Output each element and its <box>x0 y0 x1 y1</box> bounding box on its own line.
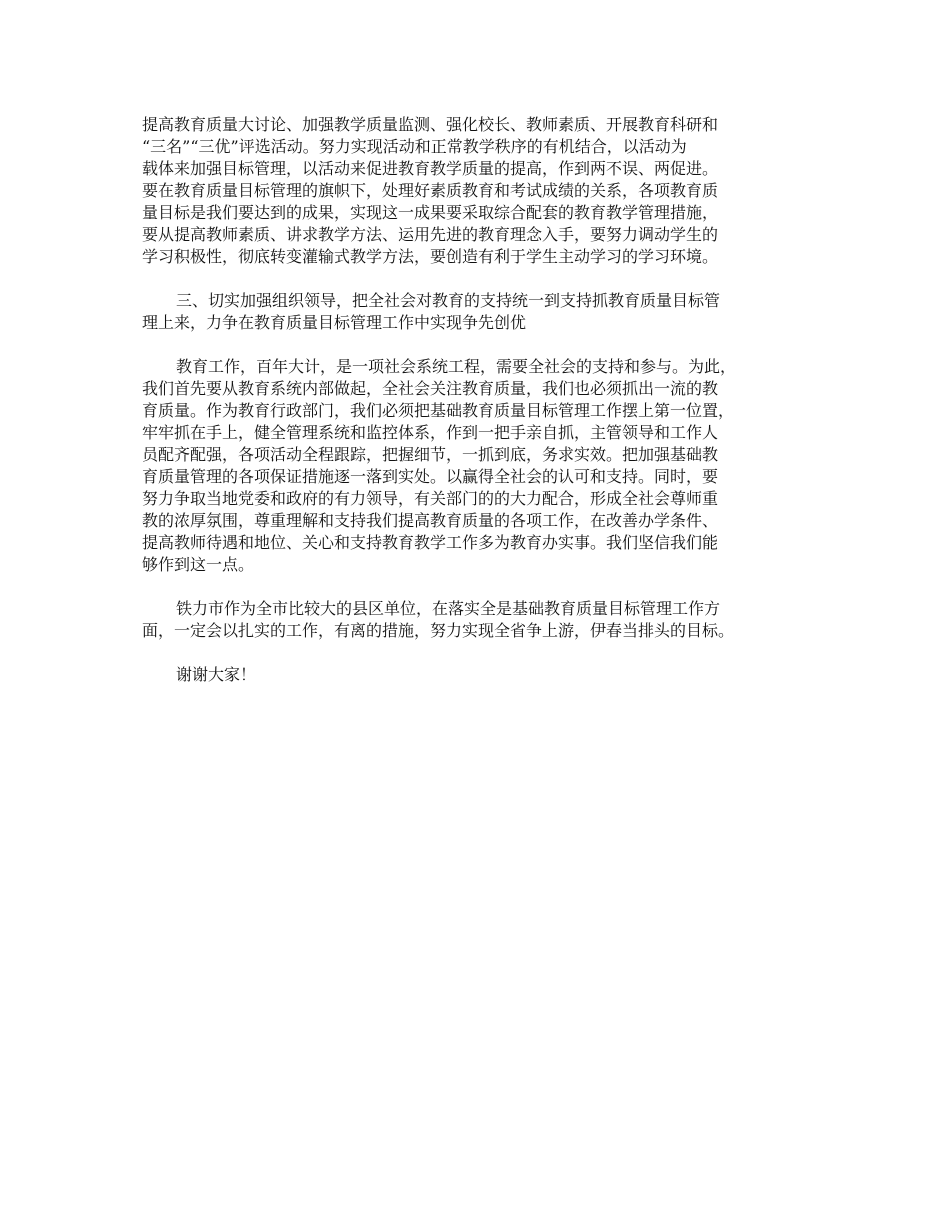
paragraph-tieli-city <box>142 598 822 642</box>
text-line: 提高教育质量大讨论、加强教学质量监测、强化校长、教师素质、开展教育科研和 <box>142 115 719 134</box>
text-line: 学习积极性，彻底转变灌输式教学方法，要创造有利于学生主动学习的学习环境。 <box>142 247 719 266</box>
document-body <box>142 114 822 708</box>
text-line: 教育工作，百年大计，是一项社会系统工程，需要全社会的支持和参与。为此， <box>176 357 737 376</box>
text-line: 牢牢抓在手上，健全管理系统和监控体系，作到一把手亲自抓，主管领导和工作人 <box>142 423 719 442</box>
paragraph-education-work <box>142 356 822 576</box>
text-line: 我们首先要从教育系统内部做起，全社会关注教育质量，我们也必须抓出一流的教 <box>142 379 719 398</box>
text-line: 育质量管理的各项保证措施逐一落到实处。以赢得全社会的认可和支持。同时，要 <box>142 467 719 486</box>
text-line: 努力争取当地党委和政府的有力领导，有关部门的的大力配合，形成全社会尊师重 <box>142 489 719 508</box>
text-line: 育质量。作为教育行政部门，我们必须把基础教育质量目标管理工作摆上第一位置， <box>142 401 735 420</box>
heading-line: 理上来，力争在教育质量目标管理工作中实现争先创优 <box>142 313 527 332</box>
text-line: 量目标是我们要达到的成果，实现这一成果要采取综合配套的教育教学管理措施， <box>142 203 719 222</box>
text-line: 铁力市作为全市比较大的县区单位，在落实全是基础教育质量目标管理工作方 <box>176 599 721 618</box>
text-line: “三名”“三优”评选活动。努力实现活动和正常教学秩序的有机结合，以活动为 <box>142 137 687 156</box>
text-line: 要在教育质量目标管理的旗帜下，处理好素质教育和考试成绩的关系，各项教育质 <box>142 181 719 200</box>
text-line: 教的浓厚氛围，尊重理解和支持我们提高教育质量的各项工作，在改善办学条件、 <box>142 511 719 530</box>
closing-line: 谢谢大家！ <box>176 665 257 684</box>
paragraph-quality-activities <box>142 114 822 268</box>
text-line: 员配齐配强，各项活动全程跟踪，把握细节，一抓到底，务求实效。把加强基础教 <box>142 445 719 464</box>
text-line: 要从提高教师素质、讲求教学方法、运用先进的教育理念入手，要努力调动学生的 <box>142 225 719 244</box>
heading-line: 三、切实加强组织领导，把全社会对教育的支持统一到支持抓教育质量目标管 <box>176 291 721 310</box>
text-line: 载体来加强目标管理，以活动来促进教育教学质量的提高，作到两不误、两促进。 <box>142 159 719 178</box>
closing-thanks <box>142 664 822 686</box>
text-line: 面，一定会以扎实的工作，有离的措施，努力实现全省争上游，伊春当排头的目标。 <box>142 621 735 640</box>
section-heading-three <box>142 290 822 334</box>
text-line: 提高教师待遇和地位、关心和支持教育教学工作多为教育办实事。我们坚信我们能 <box>142 533 719 552</box>
text-line: 够作到这一点。 <box>142 555 255 574</box>
